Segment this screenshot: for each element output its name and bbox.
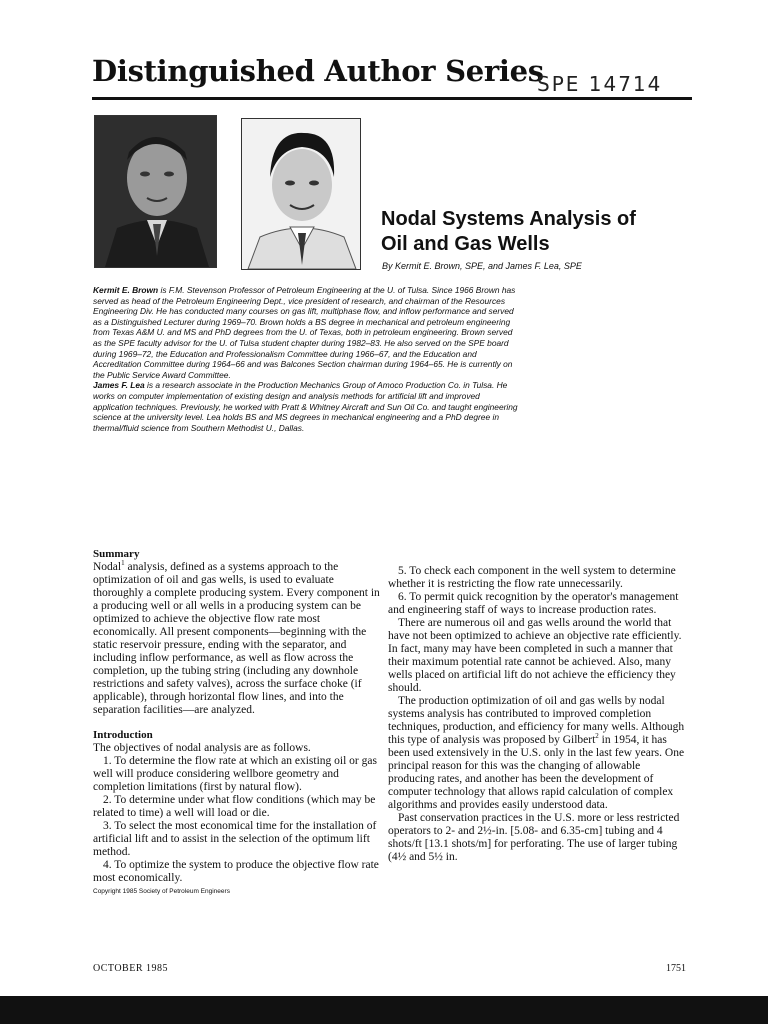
- paragraph-numerous-wells: There are numerous oil and gas wells around the world that have not been optimized to achieve an objective rate efficiently. In fact, many may have been completed in such a manner that their maximum potential rate cannot be achieved. Also, many wells placed on artificial lift do not achieve the efficiency they should.: [388, 617, 682, 694]
- series-title: Distinguished Author Series: [92, 54, 544, 88]
- bio-brown-name: Kermit E. Brown: [93, 285, 159, 295]
- author-photo-brown: [94, 115, 217, 268]
- gilbert-ref: 2: [595, 732, 599, 741]
- objective-item-3: 3. To select the most economical time for the installation of artificial lift and to assist in the selection of the optimum lift method.: [93, 820, 377, 858]
- bio-lea-text: is a research associate in the Production Mechanics Group of Amoco Production Co. in Tulsa. He works on computer implementation of existing design and analysis methods for artificial lift and improved application techniques. Previously, he worked with Pratt & Whitney Aircraft and Sun Oil Co. and taught engineering science at the university level. Lea holds BS and MS degrees in mechanical engineering and a PhD degree in thermal/fluid science from Southern Methodist U., Dallas.: [93, 380, 518, 433]
- footer-date: OCTOBER 1985: [93, 963, 168, 974]
- article-title-line1: Nodal Systems Analysis of: [381, 208, 636, 230]
- article-title-line2: Oil and Gas Wells: [381, 233, 550, 255]
- title-rule: [92, 97, 692, 100]
- objective-item-4: 4. To optimize the system to produce the objective flow rate most economically.: [93, 859, 379, 884]
- bio-brown: [93, 285, 518, 380]
- left-column: [93, 548, 385, 898]
- scan-bottom-edge: [0, 996, 768, 1024]
- scan-margin-right: [748, 0, 768, 1024]
- summary-text: analysis, defined as a systems approach to the optimization of oil and gas wells, is used to evaluate thoroughly a complete producing system. Every component in a producing well or all wells in a producing system can be optimized to achieve the objective flow rate most economically. All present components—beginning with the static reservoir pressure, ending with the separator, and including inflow performance, as well as flow across the completion, up the tubing string (including any downhole restrictions and safety valves), across the surface choke (if applicable), through horizontal flow lines, and into the separation facilities—are analyzed.: [93, 561, 380, 716]
- summary-paragraph: [93, 561, 385, 717]
- author-bios: [93, 285, 518, 433]
- author-photo-lea: [241, 118, 361, 270]
- article-title: [381, 207, 701, 257]
- objective-item-2: 2. To determine under what flow conditions (which may be related to time) a well will load or die.: [93, 794, 376, 819]
- page-number: 1751: [666, 963, 686, 974]
- paragraph-production-optimization: [388, 695, 688, 812]
- bio-lea: [93, 380, 518, 433]
- summary-ref: 1: [121, 559, 125, 568]
- intro-lead: The objectives of nodal analysis are as follows.: [93, 742, 311, 754]
- objective-item-1: 1. To determine the flow rate at which an existing oil or gas well will produce considering wellbore geometry and completion limitations (first by natural flow).: [93, 755, 377, 793]
- para2-text-b: in 1954, it has been used extensively in the U.S. only in the last few years. One principal reason for this was the changing of allowable producing rates, and another has been the development of computer technology that allows rapid calculation of complex algorithms and provides easily understood data.: [388, 734, 685, 811]
- paragraph-conservation: Past conservation practices in the U.S. more or less restricted operators to 2- and 2½-in. [5.08- and 6.35-cm] tubing and 4 shots/ft [13.1 shots/m] for perforating. The use of larger tubing (4½ and 5½ in.: [388, 812, 680, 863]
- portrait-lea-graphic: [242, 119, 360, 269]
- summary-heading: Summary: [93, 548, 140, 560]
- scan-margin-left: [0, 0, 40, 1024]
- intro-heading: Introduction: [93, 729, 153, 741]
- bio-lea-name: James F. Lea: [93, 380, 145, 391]
- copyright-notice: Copyright 1985 Society of Petroleum Engineers: [93, 888, 230, 895]
- right-column: [388, 565, 688, 864]
- spe-number-handwritten: SPE 14714: [537, 72, 663, 96]
- objective-item-5: 5. To check each component in the well system to determine whether it is restricting the flow rate unnecessarily.: [388, 565, 676, 590]
- article-byline: By Kermit E. Brown, SPE, and James F. Lea, SPE: [382, 261, 582, 271]
- objective-item-6: 6. To permit quick recognition by the operator's management and engineering staff of ways to increase production rates.: [388, 591, 679, 616]
- para2-text-a: The production optimization of oil and gas wells by nodal systems analysis has contributed to improved completion techniques, production, and efficiency for many wells. Although this type of analysis was proposed by Gilbert: [388, 695, 685, 746]
- bio-brown-text: is F.M. Stevenson Professor of Petroleum Engineering at the U. of Tulsa. Since 1966 Brown has served as head of the Petroleum Engineering Dept., vice president of research, and chairman of the Resources Engineering Div. He has conducted many courses on gas lift, multiphase flow, and inflow performance and served as a Distinguished Lecturer during 1969–70. Brown holds a BS degree in mechanical and petroleum engineering from Texas A&M U. and MS and PhD degrees from the U. of Texas, both in petroleum engineering. Brown served as the SPE faculty advisor for the U. of Tulsa student chapter during 1982–83. He also served on the SPE board during 1969–72, the Education and Professionalism Committee during 1966–67, and the Education and Accreditation Committee during 1964–66 and was Balcones Section chairman during 1964–65. He is currently on the Public Service Award Committee.: [93, 285, 516, 380]
- portrait-brown-graphic: [95, 116, 216, 267]
- summary-word: Nodal: [93, 561, 122, 573]
